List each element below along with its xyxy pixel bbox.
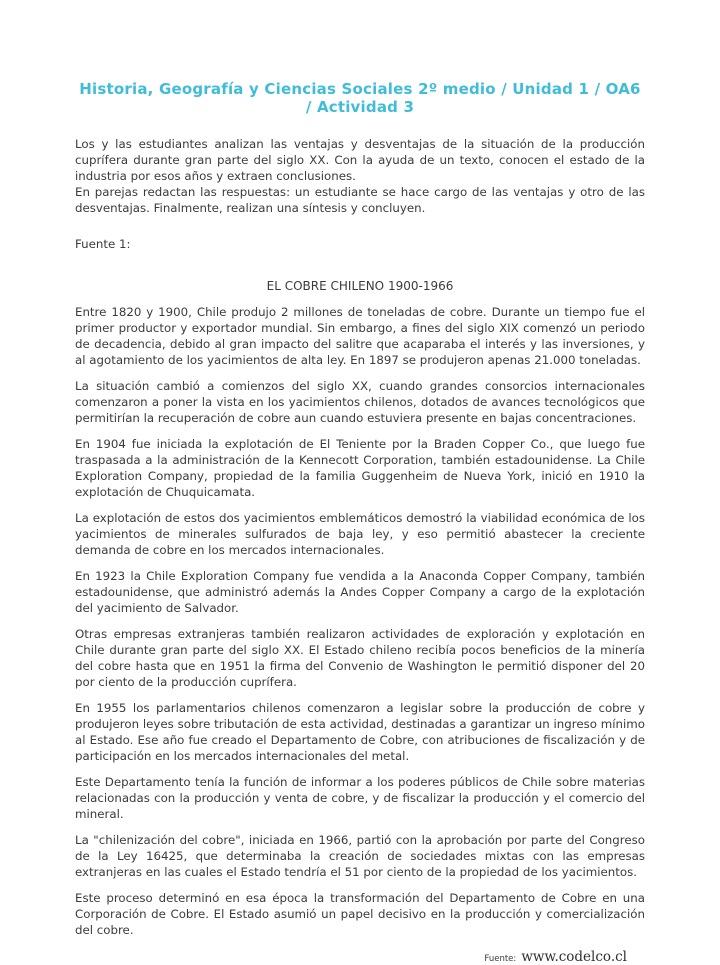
source-url-text: www.codelco.cl	[521, 949, 627, 965]
paragraph: Entre 1820 y 1900, Chile produjo 2 millones de toneladas de cobre. Durante un tiempo fue el primer productor y exportador mundial. Sin embargo, a fines del siglo XIX comenzó un periodo de decadencia, debido al gran impacto del salitre que acaparaba el interés y las inversiones, y al agotamiento de los yacimientos de alta ley. En 1897 se produjeron apenas 21.000 toneladas.	[75, 305, 645, 367]
document-source	[75, 946, 645, 965]
paragraph: Este Departamento tenía la función de informar a los poderes públicos de Chile sobre materias relacionadas con la producción y venta de cobre, y de fiscalizar la producción y el comercio del mineral.	[75, 775, 645, 821]
intro-paragraph: En parejas redactan las respuestas: un estudiante se hace cargo de las ventajas y otro de las desventajas. Finalmente, realizan una síntesis y concluyen.	[75, 185, 645, 215]
page-title: Historia, Geografía y Ciencias Sociales 2º medio / Unidad 1 / OA6 / Actividad 3	[79, 80, 641, 116]
document-heading: EL COBRE CHILENO 1900-1966	[266, 279, 454, 293]
paragraph: Otras empresas extranjeras también realizaron actividades de exploración y explotación en Chile durante gran parte del siglo XX. El Estado chileno recibía pocos beneficios de la minería del cobre hasta que en 1951 la firma del Convenio de Washington le permitió disponer del 20 por ciento de la producción cuprífera.	[75, 627, 645, 689]
document-body	[75, 304, 645, 938]
intro-paragraph: Los y las estudiantes analizan las ventajas y desventajas de la situación de la producción cuprífera durante gran parte del siglo XX. Con la ayuda de un texto, conocen el estado de la industria por esos años y extraen conclusiones.	[75, 137, 645, 183]
activity-description	[75, 136, 645, 216]
paragraph: En 1904 fue iniciada la explotación de El Teniente por la Braden Copper Co., que luego fue traspasada a la administración de la Kennecott Corporation, también estadounidense. La Chile Exploration Company, propiedad de la familia Guggenheim de Nueva York, inició en 1910 la explotación de Chuquicamata.	[75, 437, 645, 499]
paragraph: La situación cambió a comienzos del siglo XX, cuando grandes consorcios internacionales comenzaron a poner la vista en los yacimientos chilenos, dotados de avances tecnológicos que permitirían la recuperación de cobre aun cuando estuviera presente en bajas concentraciones.	[75, 379, 645, 425]
paragraph: En 1923 la Chile Exploration Company fue vendida a la Anaconda Copper Company, también estadounidense, que administró además la Andes Copper Company a cargo de la explotación del yacimiento de Salvador.	[75, 569, 645, 615]
paragraph: Este proceso determinó en esa época la transformación del Departamento de Cobre en una Corporación de Cobre. El Estado asumió un papel decisivo en la producción y comercialización del cobre.	[75, 891, 645, 937]
paragraph: En 1955 los parlamentarios chilenos comenzaron a legislar sobre la producción de cobre y produjeron leyes sobre tributación de esta actividad, destinadas a garantizar un ingreso mínimo al Estado. Ese año fue creado el Departamento de Cobre, con atribuciones de fiscalización y de participación en los mercados internacionales del metal.	[75, 701, 645, 763]
source-prefix-label: Fuente:	[484, 954, 517, 964]
paragraph: La "chilenización del cobre", iniciada en 1966, partió con la aprobación por parte del Congreso de la Ley 16425, que determinaba la creación de sociedades mixtas con las empresas extranjeras en las cuales el Estado tendría el 51 por ciento de la propiedad de los yacimientos.	[75, 833, 645, 879]
source-1-label: Fuente 1:	[75, 237, 131, 251]
paragraph: La explotación de estos dos yacimientos emblemáticos demostró la viabilidad económica de los yacimientos de minerales sulfurados de baja ley, y eso permitió abastecer la creciente demanda de cobre en los mercados internacionales.	[75, 511, 645, 557]
